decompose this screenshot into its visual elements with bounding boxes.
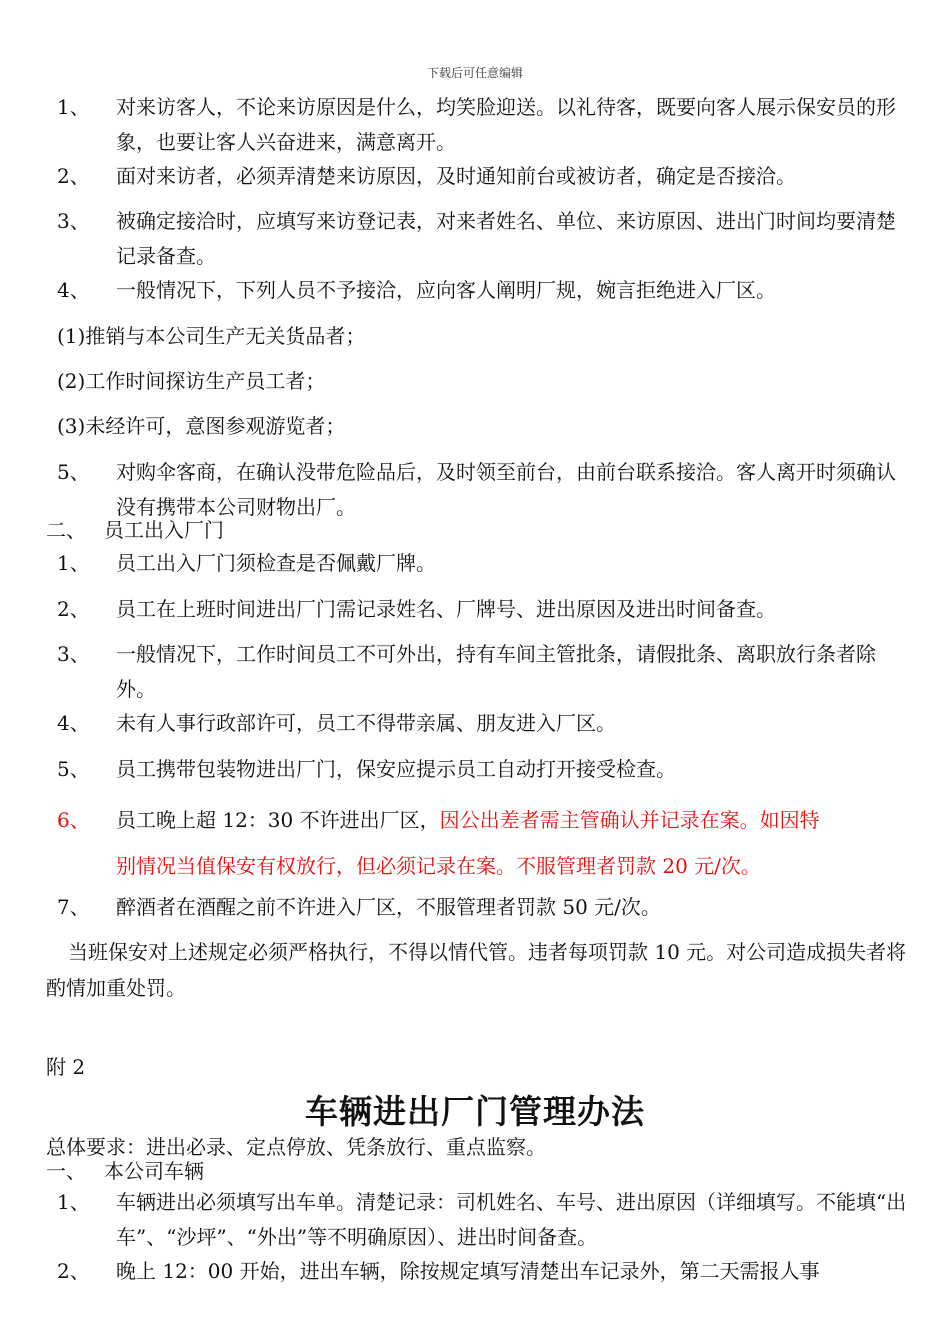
item-number: 5、	[57, 757, 90, 781]
item-number: 2、	[57, 1259, 90, 1283]
list-item	[57, 159, 907, 194]
item-number: 2、	[57, 597, 90, 621]
item-number: 4、	[57, 711, 90, 735]
appendix-label: 附 2	[46, 1055, 86, 1079]
list-item	[57, 546, 907, 581]
section-number: 二、	[46, 518, 86, 542]
list-item	[57, 273, 907, 308]
list-item	[57, 455, 907, 525]
section-heading	[46, 1158, 204, 1184]
list-item	[57, 592, 907, 627]
section-number: 一、	[46, 1159, 86, 1183]
item-number: 3、	[57, 642, 90, 666]
item-text: 一般情况下，下列人员不予接洽，应向客人阐明厂规，婉言拒绝进入厂区。	[116, 278, 776, 302]
item-text: 一般情况下，工作时间员工不可外出，持有车间主管批条，请假批条、离职放行条者除外。	[116, 642, 876, 701]
item-text: 对来访客人，不论来访原因是什么，均笑脸迎送。以礼待客，既要向客人展示保安员的形象，也要让客人兴奋进来，满意离开。	[116, 95, 896, 154]
item-number: 2、	[57, 164, 90, 188]
item-text-highlight-line2: 别情况当值保安有权放行，但必须记录在案。不服管理者罚款 20 元/次。	[116, 854, 761, 878]
section-title: 员工出入厂门	[104, 518, 224, 542]
document-title: 车辆进出厂门管理办法	[305, 1092, 645, 1131]
item-text: 对购伞客商，在确认没带危险品后，及时领至前台，由前台联系接洽。客人离开时须确认没有携带本公司财物出厂。	[116, 460, 896, 519]
item-text: 被确定接洽时，应填写来访登记表，对来者姓名、单位、来访原因、进出门时间均要清楚记录备查。	[116, 209, 896, 268]
sub-item: (2)工作时间探访生产员工者；	[57, 369, 326, 393]
closing-paragraph: 当班保安对上述规定必须严格执行，不得以情代管。违者每项罚款 10 元。对公司造成损失者将酌情加重处罚。	[46, 940, 907, 1000]
item-text: 醉酒者在酒醒之前不许进入厂区，不服管理者罚款 50 元/次。	[116, 895, 661, 919]
item-text	[116, 797, 907, 889]
list-item	[57, 706, 907, 741]
item-number: 6、	[57, 808, 90, 832]
item-text: 车辆进出必须填写出车单。清楚记录：司机姓名、车号、进出原因（详细填写。不能填“出车”、“沙坪”、“外出”等不明确原因）、进出时间备查。	[116, 1190, 907, 1249]
item-text: 员工出入厂门须检查是否佩戴厂牌。	[116, 551, 436, 575]
item-text: 员工携带包装物进出厂门，保安应提示员工自动打开接受检查。	[116, 757, 676, 781]
general-requirements: 总体要求：进出必录、定点停放、凭条放行、重点监察。	[46, 1135, 546, 1159]
list-item-highlighted	[57, 797, 907, 889]
section-title: 本公司车辆	[104, 1159, 204, 1183]
item-text: 晚上 12：00 开始，进出车辆，除按规定填写清楚出车记录外，第二天需报人事	[116, 1259, 820, 1283]
item-number: 5、	[57, 460, 90, 484]
section-heading	[46, 517, 224, 543]
item-number: 1、	[57, 551, 90, 575]
list-item	[57, 752, 907, 787]
item-text-highlight: 因公出差者需主管确认并记录在案。如因特	[439, 808, 820, 832]
list-item	[57, 1254, 907, 1289]
item-number: 1、	[57, 1190, 90, 1214]
list-item	[57, 890, 907, 925]
item-text: 面对来访者，必须弄清楚来访原因，及时通知前台或被访者，确定是否接洽。	[116, 164, 796, 188]
list-item	[57, 1185, 907, 1255]
list-item	[57, 90, 907, 160]
item-text-normal: 员工晚上超 12：30 不许进出厂区，	[116, 808, 440, 832]
sub-item: (3)未经许可，意图参观游览者；	[57, 414, 346, 438]
item-text: 未有人事行政部许可，员工不得带亲属、朋友进入厂区。	[116, 711, 616, 735]
list-item	[57, 637, 907, 707]
item-number: 4、	[57, 278, 90, 302]
page-header: 下载后可任意编辑	[426, 66, 523, 80]
item-text: 员工在上班时间进出厂门需记录姓名、厂牌号、进出原因及进出时间备查。	[116, 597, 776, 621]
sub-item: (1)推销与本公司生产无关货品者；	[57, 324, 366, 348]
item-number: 1、	[57, 95, 90, 119]
item-number: 3、	[57, 209, 90, 233]
item-number: 7、	[57, 895, 90, 919]
list-item	[57, 204, 907, 274]
